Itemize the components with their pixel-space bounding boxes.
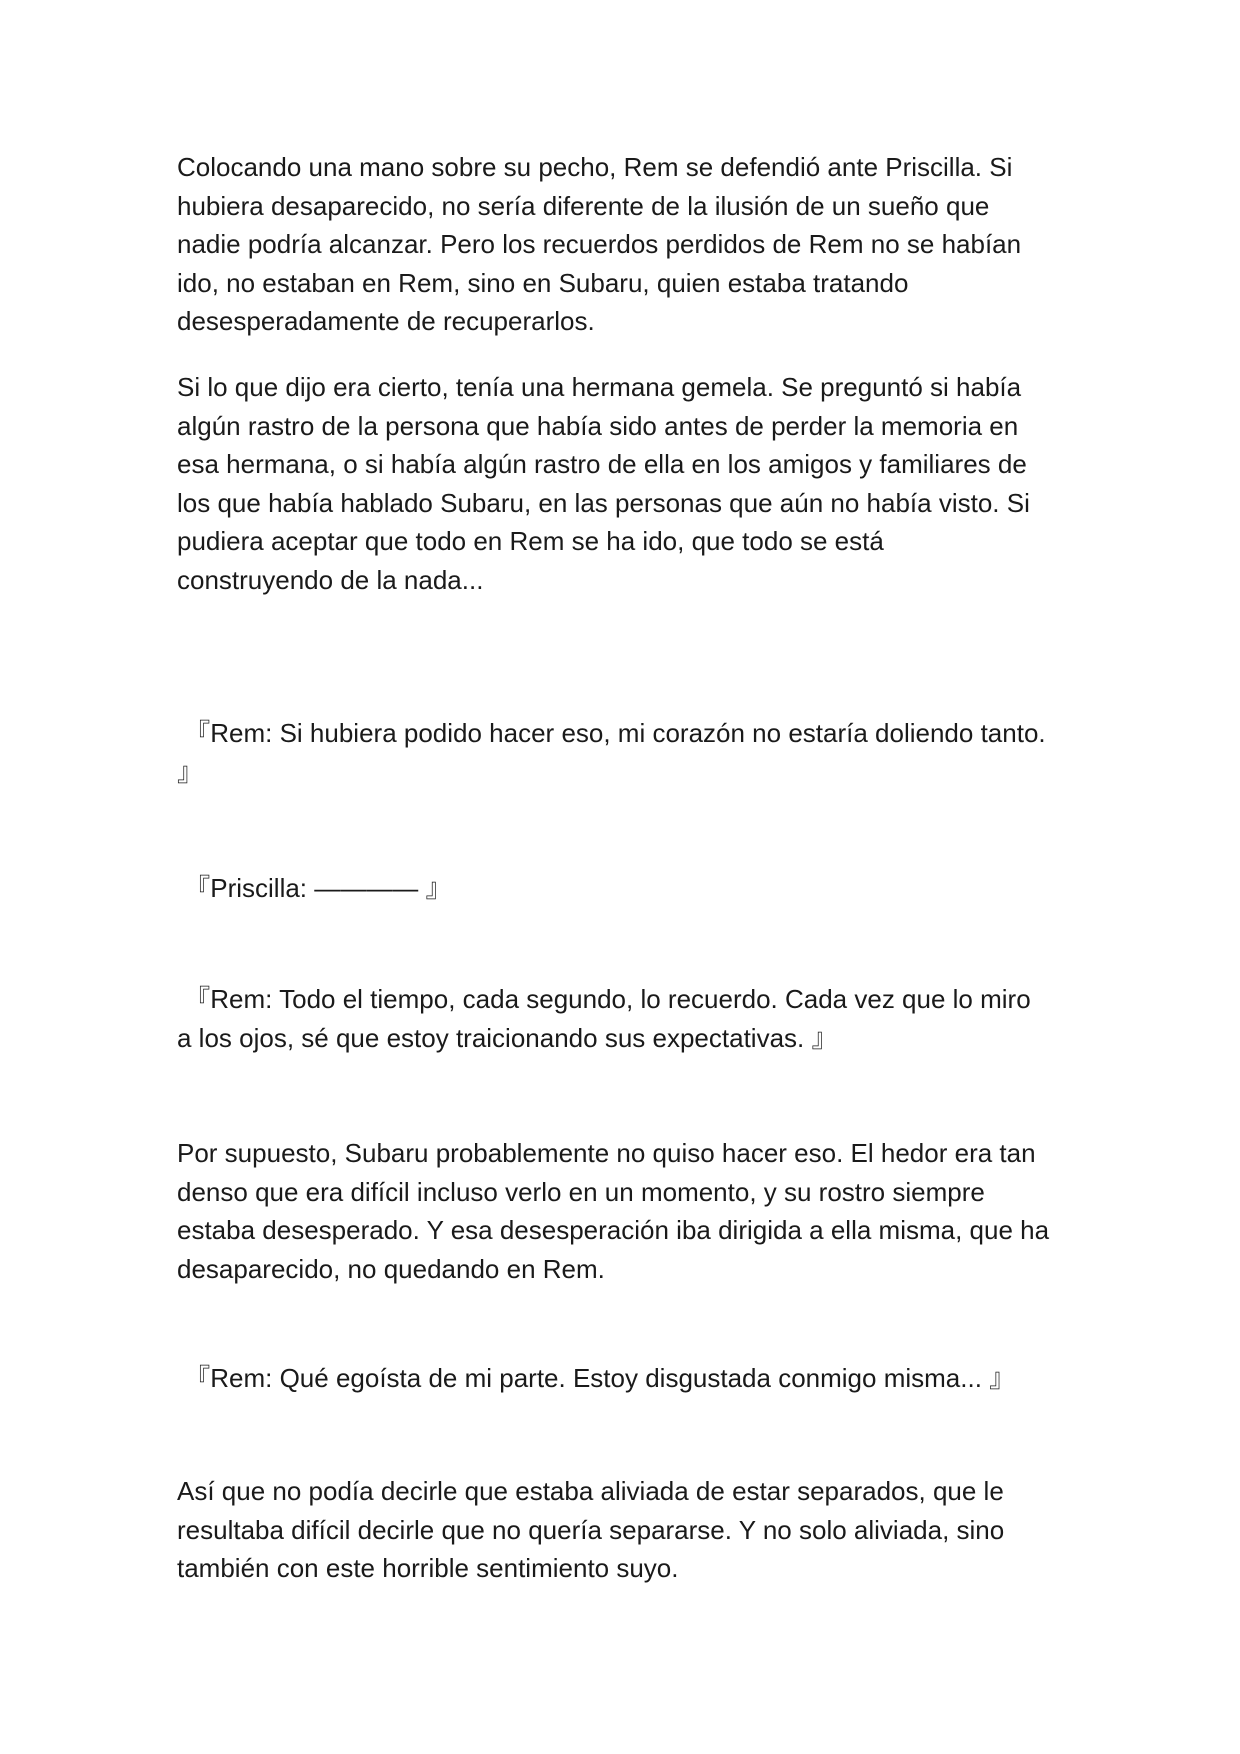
paragraph-twin-sister: Si lo que dijo era cierto, tenía una hermana gemela. Se preguntó si había algún rastro de la persona que había sido antes de perder la memoria en esa hermana, o si había algún rastro de ella en los amigos y familiares de los que había hablado Subaru, en las personas que aún no había visto. Si pudiera aceptar que todo en Rem se ha ido, que todo se está construyendo de la nada...	[177, 372, 1030, 595]
dialogue-rem-heart: 『Rem: Si hubiera podido hacer eso, mi corazón no estaría doliendo tanto. 』	[177, 718, 1046, 787]
paragraph-subaru-desperate: Por supuesto, Subaru probablemente no quiso hacer eso. El hedor era tan denso que era difícil incluso verlo en un momento, y su rostro siempre estaba desesperado. Y esa desesperación iba dirigida a ella misma, que ha desaparecido, no quedando en Rem.	[177, 1138, 1050, 1284]
dialogue-priscilla: 『Priscilla: ———— 』	[177, 873, 452, 903]
paragraph-rem-defends: Colocando una mano sobre su pecho, Rem se defendió ante Priscilla. Si hubiera desaparecido, no sería diferente de la ilusión de un sueño que nadie podría alcanzar. Pero los recuerdos perdidos de Rem no se habían ido, no estaban en Rem, sino en Subaru, quien estaba tratando desesperadamente de recuperarlos.	[177, 152, 1022, 336]
dialogue-rem-selfish: 『Rem: Qué egoísta de mi parte. Estoy disgustada conmigo misma... 』	[177, 1363, 1016, 1393]
dialogue-rem-remember: 『Rem: Todo el tiempo, cada segundo, lo recuerdo. Cada vez que lo miro a los ojos, sé que estoy traicionando sus expectativas. 』	[177, 984, 1031, 1053]
paragraph-relieved: Así que no podía decirle que estaba aliviada de estar separados, que le resultaba difícil decirle que no quería separarse. Y no solo aliviada, sino también con este horrible sentimiento suyo.	[177, 1476, 1005, 1583]
